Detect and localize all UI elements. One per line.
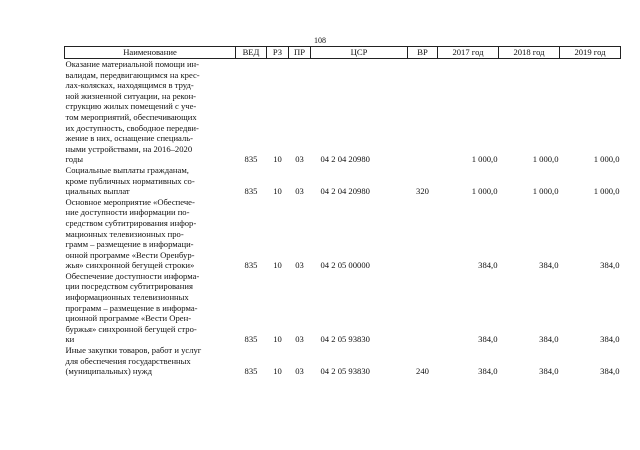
cell-2017: 1 000,0	[471, 186, 498, 197]
cell-pr: 03	[295, 334, 304, 345]
cell-pr: 03	[295, 154, 304, 165]
cell-rz: 10	[273, 334, 282, 345]
column-header-2017: 2017 год	[438, 47, 499, 59]
column-header-2019: 2019 год	[560, 47, 621, 59]
cell-pr: 03	[295, 260, 304, 271]
table-header-row	[65, 47, 621, 59]
cell-pr: 03	[295, 186, 304, 197]
table-row	[65, 59, 621, 165]
cell-csr: 04 2 05 93830	[320, 334, 370, 345]
cell-csr: 04 2 04 20980	[320, 186, 370, 197]
cell-name: Обеспечение доступности информа- ции посредством субтитрирования информационных телевизионных программ – размещение в информа- ционной программе «Вести Орен- буржья» синхронной бегущей стро- ки	[65, 270, 200, 345]
cell-name: Оказание материальной помощи ин- валидам, передвигающимся на крес- лах-колясках, находящимся в труд- ной жизненной ситуации, на рекон- струкцию жилых помещений с уче- том мероприятий, обеспечивающих их доступность, свободное передви- жение в них, оснащение специаль- ными устройствами, на 2016–2020 годы	[65, 59, 200, 165]
cell-2018: 1 000,0	[532, 186, 559, 197]
cell-2018: 384,0	[539, 260, 559, 271]
cell-csr: 04 2 04 20980	[320, 154, 370, 165]
cell-ved: 835	[244, 366, 258, 377]
cell-rz: 10	[273, 186, 282, 197]
column-header-vr: ВР	[408, 47, 438, 59]
table-row	[65, 345, 621, 377]
cell-2017: 1 000,0	[471, 154, 498, 165]
cell-csr: 04 2 05 93830	[320, 366, 370, 377]
cell-2018: 384,0	[539, 334, 559, 345]
cell-2019: 1 000,0	[593, 186, 620, 197]
cell-ved: 835	[244, 186, 258, 197]
cell-vr: 240	[416, 366, 429, 377]
cell-rz: 10	[273, 366, 282, 377]
column-header-2018: 2018 год	[499, 47, 560, 59]
page-number: 108	[314, 36, 326, 45]
cell-vr	[408, 271, 438, 345]
cell-ved: 835	[244, 260, 258, 271]
cell-rz: 10	[273, 154, 282, 165]
budget-table	[64, 46, 621, 377]
cell-pr: 03	[295, 366, 304, 377]
cell-vr	[408, 197, 438, 271]
column-header-rz: РЗ	[267, 47, 289, 59]
cell-vr: 320	[416, 186, 429, 197]
cell-ved: 835	[244, 334, 258, 345]
cell-ved: 835	[244, 154, 258, 165]
cell-name: Основное мероприятие «Обеспече- ние доступности информации по- средством субтитрирования инфор- мационных телевизионных про- грамм – размещение в информаци- онной программе «Вести Оренбур- жья» синхронной бегущей строки»	[65, 196, 197, 271]
cell-rz: 10	[273, 260, 282, 271]
cell-2018: 1 000,0	[532, 154, 559, 165]
cell-name: Социальные выплаты гражданам, кроме публичных нормативных со- циальных выплат	[65, 164, 195, 197]
table-row	[65, 271, 621, 345]
cell-csr: 04 2 05 00000	[320, 260, 370, 271]
column-header-name: Наименование	[65, 47, 236, 59]
cell-2017: 384,0	[478, 334, 498, 345]
table-body	[65, 59, 621, 377]
cell-name: Иные закупки товаров, работ и услуг для обеспечения государственных (муниципальных) нужд	[65, 345, 202, 377]
column-header-ved: ВЕД	[236, 47, 267, 59]
column-header-pr: ПР	[289, 47, 311, 59]
table-row	[65, 197, 621, 271]
table-row	[65, 165, 621, 197]
cell-2019: 384,0	[600, 366, 620, 377]
column-header-csr: ЦСР	[311, 47, 408, 59]
cell-2019: 384,0	[600, 260, 620, 271]
cell-2019: 384,0	[600, 334, 620, 345]
cell-2018: 384,0	[539, 366, 559, 377]
cell-vr	[408, 59, 438, 165]
cell-2017: 384,0	[478, 366, 498, 377]
cell-2017: 384,0	[478, 260, 498, 271]
cell-2019: 1 000,0	[593, 154, 620, 165]
